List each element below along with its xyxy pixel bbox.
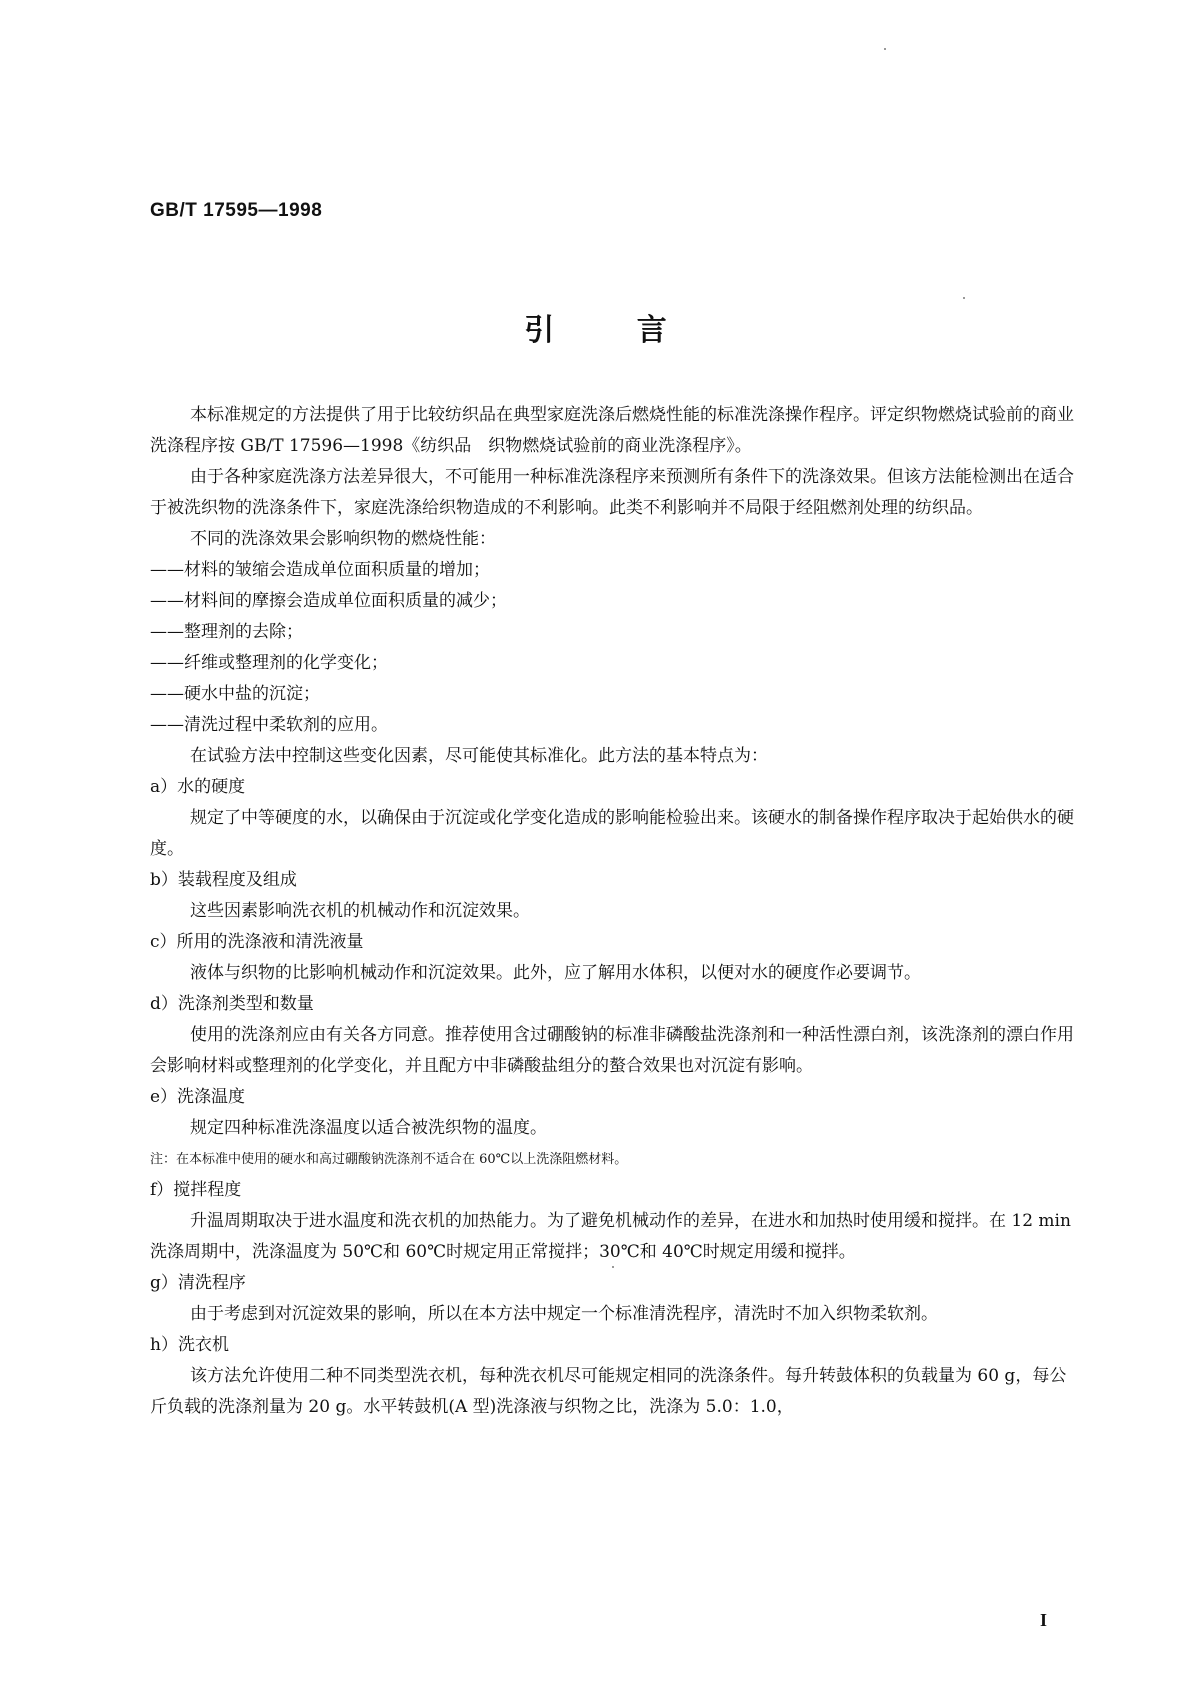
paragraph-effects-intro: 不同的洗涤效果会影响织物的燃烧性能：	[190, 529, 496, 549]
section-body-h: 该方法允许使用二种不同类型洗衣机，每种洗衣机尽可能规定相同的洗涤条件。每升转鼓体积的负载量为 60 g，每公斤负载的洗涤剂量为 20 g。水平转鼓机(A 型)洗涤液与织物之比，洗涤为 5.0：1.0，	[150, 1366, 1067, 1417]
dash-list-item: ——纤维或整理剂的化学变化；	[150, 653, 388, 673]
scan-speck	[963, 297, 965, 299]
section-body-e: 规定四种标准洗涤温度以适合被洗织物的温度。	[190, 1118, 547, 1138]
section-body-c: 液体与织物的比影响机械动作和沉淀效果。此外，应了解用水体积，以便对水的硬度作必要调节。	[190, 963, 921, 983]
document-body	[150, 400, 1080, 1423]
section-body-f: 升温周期取决于进水温度和洗衣机的加热能力。为了避免机械动作的差异，在进水和加热时使用缓和搅拌。在 12 min 洗涤周期中，洗涤温度为 50℃和 60℃时规定用正常搅拌；30℃和 40℃时规定用缓和搅拌。	[150, 1211, 1071, 1262]
section-body-g: 由于考虑到对沉淀效果的影响，所以在本方法中规定一个标准清洗程序，清洗时不加入织物柔软剂。	[190, 1304, 938, 1324]
dash-list-item: ——材料的皱缩会造成单位面积质量的增加；	[150, 560, 490, 580]
dash-list-item: ——整理剂的去除；	[150, 622, 303, 642]
paragraph-features-intro: 在试验方法中控制这些变化因素，尽可能使其标准化。此方法的基本特点为：	[190, 746, 768, 766]
paragraph-scope: 本标准规定的方法提供了用于比较纺织品在典型家庭洗涤后燃烧性能的标准洗涤操作程序。评定织物燃烧试验前的商业洗涤程序按 GB/T 17596—1998《纺织品 织物燃烧试验前的商业洗涤程序》。	[150, 405, 1074, 456]
standard-code: GB/T 17595—1998	[150, 200, 323, 221]
dash-list-item: ——清洗过程中柔软剂的应用。	[150, 715, 388, 735]
paragraph-background: 由于各种家庭洗涤方法差异很大，不可能用一种标准洗涤程序来预测所有条件下的洗涤效果。但该方法能检测出在适合于被洗织物的洗涤条件下，家庭洗涤给织物造成的不利影响。此类不利影响并不局限于经阻燃剂处理的纺织品。	[150, 467, 1074, 518]
scan-speck	[884, 48, 886, 50]
page-number: I	[1040, 1610, 1048, 1630]
section-body-d: 使用的洗涤剂应由有关各方同意。推荐使用含过硼酸钠的标准非磷酸盐洗涤剂和一种活性漂白剂，该洗涤剂的漂白作用会影响材料或整理剂的化学变化，并且配方中非磷酸盐组分的螯合效果也对沉淀有影响。	[150, 1025, 1074, 1076]
scan-speck	[612, 1266, 614, 1268]
section-heading-a: a）水的硬度	[150, 777, 246, 797]
dash-list-item: ——材料间的摩擦会造成单位面积质量的减少；	[150, 591, 507, 611]
section-heading-d: d）洗涤剂类型和数量	[150, 994, 314, 1014]
section-heading-h: h）洗衣机	[150, 1335, 229, 1355]
section-heading-c: c）所用的洗涤液和清洗液量	[150, 932, 364, 952]
dash-list-item: ——硬水中盐的沉淀；	[150, 684, 320, 704]
section-heading-b: b）装载程度及组成	[150, 870, 297, 890]
section-body-a: 规定了中等硬度的水，以确保由于沉淀或化学变化造成的影响能检验出来。该硬水的制备操作程序取决于起始供水的硬度。	[150, 808, 1074, 859]
section-note-e: 注：在本标准中使用的硬水和高过硼酸钠洗涤剂不适合在 60℃以上洗涤阻燃材料。	[150, 1152, 628, 1167]
section-body-b: 这些因素影响洗衣机的机械动作和沉淀效果。	[190, 901, 530, 921]
section-heading-e: e）洗涤温度	[150, 1087, 246, 1107]
section-heading-g: g）清洗程序	[150, 1273, 246, 1293]
section-heading-f: f）搅拌程度	[150, 1180, 242, 1200]
page-title: 引 言	[524, 313, 667, 348]
